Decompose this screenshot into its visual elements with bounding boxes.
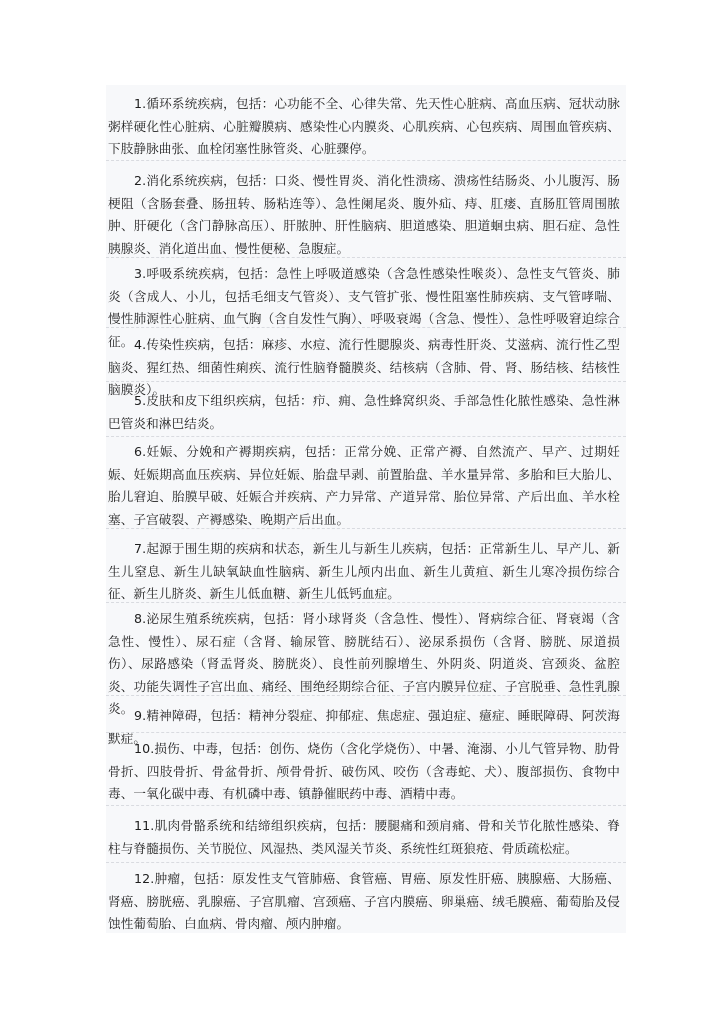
paragraph-skin: 5.皮肤和皮下组织疾病，包括：疖、痈、急性蜂窝织炎、手部急性化脓性感染、急性淋巴管炎和淋巴结炎。: [108, 393, 620, 431]
divider: [106, 160, 626, 162]
paragraph-respiratory: 3.呼吸系统疾病，包括：急性上呼吸道感染（含急性感染性喉炎）、急性支气管炎、肺炎（含成人、小儿，包括毛细支气管炎）、支气管扩张、慢性阻塞性肺疾病、支气管哮喘、慢性肺源性心脏病、血气胸（含自发性气胸）、呼吸衰竭（含急、慢性）、急性呼吸窘迫综合征。: [108, 266, 620, 349]
paragraph-injury: 10.损伤、中毒，包括：创伤、烧伤（含化学烧伤）、中暑、淹溺、小儿气管异物、肋骨骨折、四肢骨折、骨盆骨折、颅骨骨折、破伤风、咬伤（含毒蛇、犬）、腹部损伤、食物中毒、一氧化碳中毒、有机磷中毒、镇静催眠药中毒、酒精中毒。: [108, 741, 620, 801]
paragraph-tumor: 12.肿瘤，包括：原发性支气管肺癌、食管癌、胃癌、原发性肝癌、胰腺癌、大肠癌、肾癌、膀胱癌、乳腺癌、子宫肌瘤、宫颈癌、子宫内膜癌、卵巢癌、绒毛膜癌、葡萄胎及侵蚀性葡萄胎、白血病、骨肉瘤、颅内肿瘤。: [108, 871, 620, 931]
divider: [106, 327, 626, 329]
divider: [106, 732, 626, 734]
paragraph-musculoskeletal: 11.肌肉骨骼系统和结缔组织疾病，包括：腰腿痛和颈肩痛、骨和关节化脓性感染、脊柱与脊髓损伤、关节脱位、风湿热、类风湿关节炎、系统性红斑狼疮、骨质疏松症。: [108, 818, 620, 856]
divider: [106, 695, 626, 697]
divider: [106, 436, 626, 438]
paragraph-digestive: 2.消化系统疾病，包括：口炎、慢性胃炎、消化性溃疡、溃疡性结肠炎、小儿腹泻、肠梗阻（含肠套叠、肠扭转、肠粘连等）、急性阑尾炎、腹外疝、痔、肛瘘、直肠肛管周围脓肿、肝硬化（含门静脉高压）、肝脓肿、肝性脑病、胆道感染、胆道蛔虫病、胆石症、急性胰腺炎、消化道出血、慢性便秘、急腹症。: [108, 173, 620, 256]
paragraph-circulatory: 1.循环系统疾病，包括：心功能不全、心律失常、先天性心脏病、高血压病、冠状动脉粥样硬化性心脏病、心脏瓣膜病、感染性心内膜炎、心肌疾病、心包疾病、周围血管疾病、下肢静脉曲张、血栓闭塞性脉管炎、心脏骤停。: [108, 96, 620, 156]
divider: [106, 805, 626, 807]
paragraph-mental: 9.精神障碍，包括：精神分裂症、抑郁症、焦虑症、强迫症、癔症、睡眠障碍、阿茨海默症。: [108, 708, 620, 746]
paragraph-pregnancy: 6.妊娠、分娩和产褥期疾病，包括：正常分娩、正常产褥、自然流产、早产、过期妊娠、妊娠期高血压疾病、异位妊娠、胎盘早剥、前置胎盘、羊水量异常、多胎和巨大胎儿、胎儿窘迫、胎膜早破、妊娠合并疾病、产力异常、产道异常、胎位异常、产后出血、羊水栓塞、子宫破裂、产褥感染、晚期产后出血。: [108, 444, 620, 527]
divider: [106, 862, 626, 864]
divider: [106, 528, 626, 530]
paragraph-infectious: 4.传染性疾病，包括：麻疹、水痘、流行性腮腺炎、病毒性肝炎、艾滋病、流行性乙型脑炎、猩红热、细菌性痢疾、流行性脑脊髓膜炎、结核病（含肺、骨、肾、肠结核、结核性脑膜炎）。: [108, 337, 620, 397]
divider: [106, 381, 626, 383]
divider: [106, 602, 626, 604]
paragraph-genitourinary: 8.泌尿生殖系统疾病，包括：肾小球肾炎（含急性、慢性）、肾病综合征、肾衰竭（含急性、慢性）、尿石症（含肾、输尿管、膀胱结石）、泌尿系损伤（含肾、膀胱、尿道损伤）、尿路感染（肾盂肾炎、膀胱炎）、良性前列腺增生、外阴炎、阴道炎、宫颈炎、盆腔炎、功能失调性子宫出血、痛经、围绝经期综合征、子宫内膜异位症、子宫脱垂、急性乳腺炎。: [108, 611, 620, 716]
divider: [106, 257, 626, 259]
paragraph-perinatal: 7.起源于围生期的疾病和状态，新生儿与新生儿疾病，包括：正常新生儿、早产儿、新生儿窒息、新生儿缺氧缺血性脑病、新生儿颅内出血、新生儿黄疸、新生儿寒冷损伤综合征、新生儿脐炎、新生儿低血糖、新生儿低钙血症。: [108, 541, 620, 601]
